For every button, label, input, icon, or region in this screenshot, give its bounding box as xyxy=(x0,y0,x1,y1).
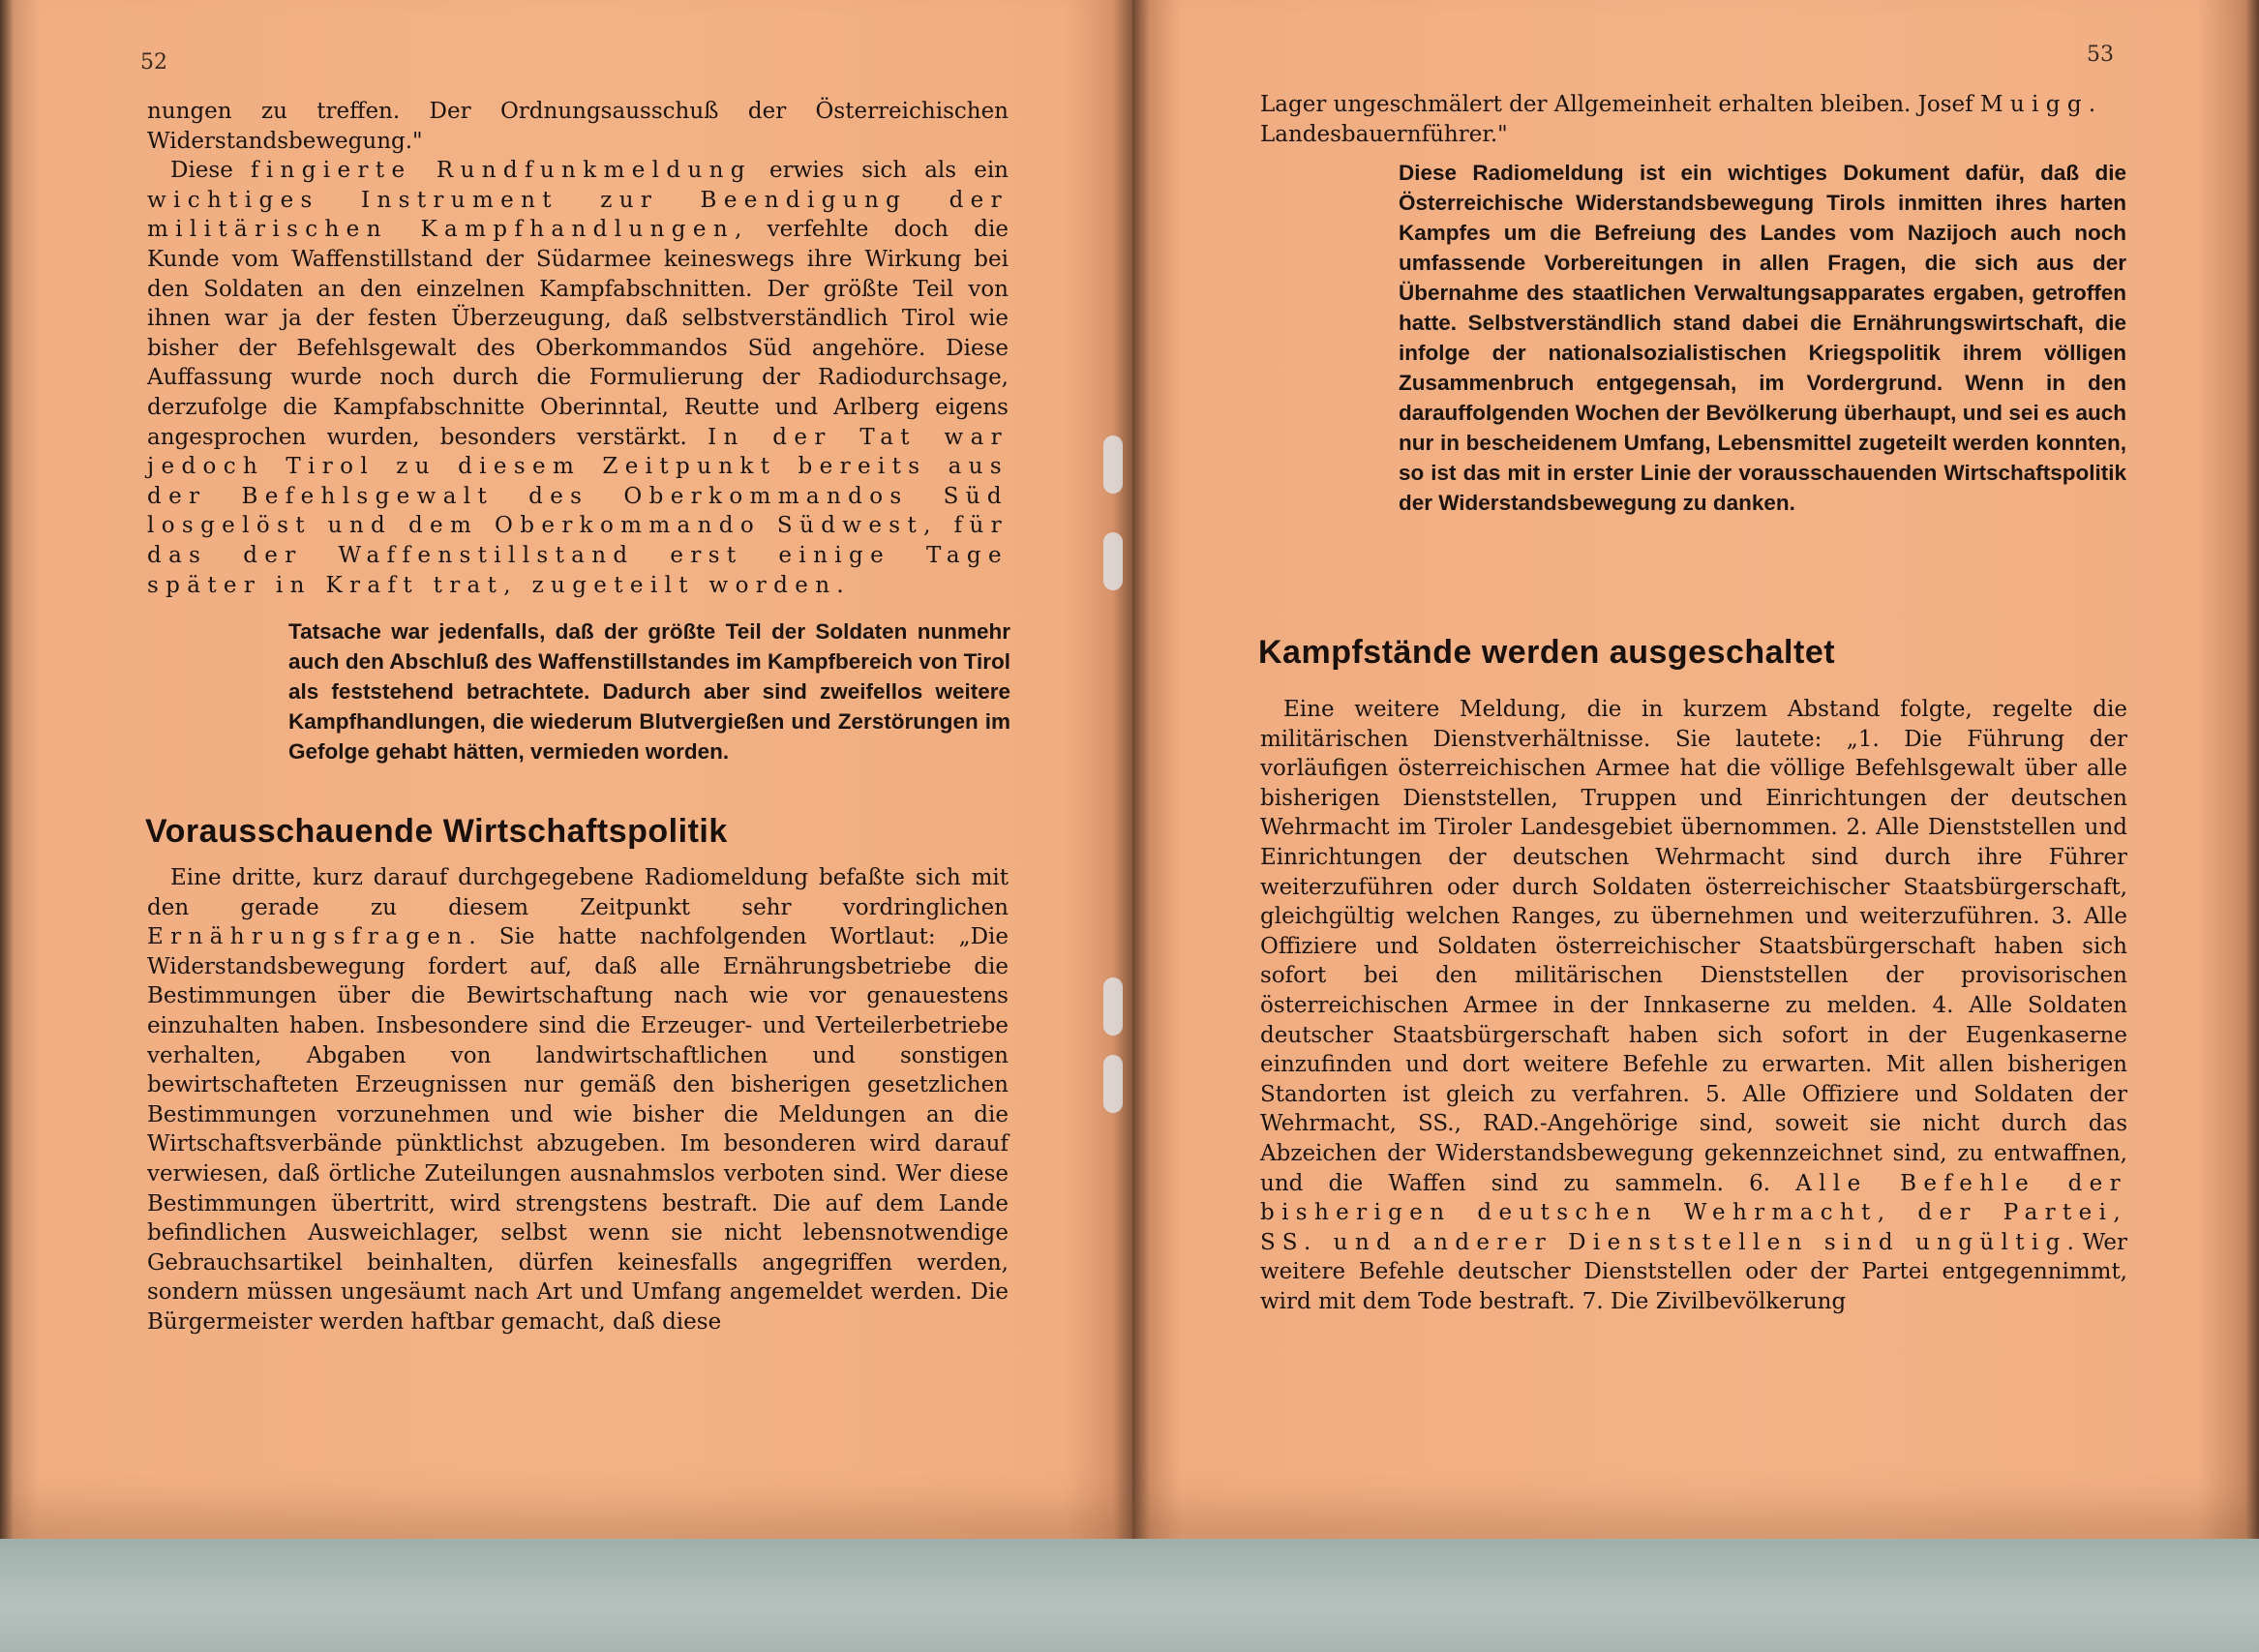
text-run: erwies sich als ein xyxy=(751,158,1009,184)
emphasis-text: Alle Befehle der bisherigen deutschen Wehrmacht, der Partei, SS. und anderer Dienststellen sind ungültig xyxy=(1260,1170,2127,1255)
emphasis-text: fingierte Rundfunkmeldung xyxy=(250,158,752,184)
text-run: Eine dritte, kurz darauf durchgegebene Radiomeldung befaßte sich mit den gerade zu diesem Zeitpunkt sehr vordringlichen xyxy=(147,865,1009,920)
paragraph xyxy=(1260,90,2127,120)
text-block-bottom xyxy=(1260,695,2127,1316)
section-heading: Kampfstände werden ausgeschaltet xyxy=(1258,634,1836,671)
binding-staples xyxy=(1094,436,1152,1113)
emphasis-text: Ernährungsfragen xyxy=(147,924,469,950)
scan-background xyxy=(0,1539,2259,1652)
text-run: Eine weitere Meldung, die in kurzem Abstand folgte, regelte die militärischen Dienstverhältnisse. Sie lautete: „1. Die Führung der vorläufigen österreichischen Armee hat die völlige Befehlsgewalt über alle bisherigen Dienststellen, Truppen und Einrichtungen der deutschen Wehrmacht im Tiroler Landesgebiet übernommen. 2. Alle Dienststellen und Einrichtungen der deutschen Wehrmacht sind durch ihre Führer weiterzuführen oder durch Soldaten österreichischer Staatsbürgerschaft, gleichgültig welchen Ranges, zu übernehmen und weiterzuführen. 3. Alle Offiziere und Soldaten österreichischer Staatsbürgerschaft haben sich sofort bei den militärischen Dienststellen der provisorischen österreichischen Armee in der Innkaserne zu melden. 4. Alle Soldaten deutscher Staatsbürgerschaft haben sich sofort in der Eugenkaserne einzufinden und dort weitere Befehle zu erwarten. Mit allen bisherigen Standorten ist gleich zu verfahren. 5. Alle Offiziere und Soldaten der Wehrmacht, SS., RAD.-Angehörige sind, soweit sie nicht durch das Abzeichen der Widerstandsbewegung gekennzeichnet sind, zu entwaffnen, und die Waffen sind zu sammeln. 6. xyxy=(1260,697,2127,1196)
bold-paragraph: Tatsache war jedenfalls, daß der größte Teil der Soldaten nunmehr auch den Abschluß des Waffenstillstandes im Kampfbereich von Tirol als feststehend betrachtete. Dadurch aber sind zweifellos weitere Kampfhandlungen, die wiederum Blutvergießen und Zerstörungen im Gefolge gehabt hätten, vermieden worden. xyxy=(288,619,1010,764)
text-run: . Wer weitere Befehle deutscher Dienststellen oder der Partei entgegennimmt, wird mit dem Tode bestraft. 7. Die Zivilbevölkerung xyxy=(1260,1229,2127,1314)
text-block-bottom xyxy=(147,863,1009,1337)
emphasis-text: wichtiges Instrument zur Beendigung der militärischen Kampfhandlungen xyxy=(147,187,1009,243)
paragraph xyxy=(147,863,1009,1337)
emphasis-text: Muigg xyxy=(1979,92,2089,117)
paragraph: Landesbauernführer." xyxy=(1260,121,1508,147)
text-run: Lager ungeschmälert der Allgemeinheit erhalten bleiben. Josef xyxy=(1260,92,1980,117)
text-run: . Sie hatte nachfolgenden Wortlaut: „Die Widerstandsbewegung fordert auf, daß alle Ernährungsbetriebe die Bestimmungen über die Bewirtschaftung nach wie vor genauestens einzuhalten haben. Insbesondere sind die Erzeuger- und Verteilerbetriebe verhalten, Abgaben von landwirtschaftlichen und sonstigen bewirtschafteten Erzeugnissen nur gemäß den bisherigen gesetzlichen Bestimmungen vorzunehmen und wie bisher die Meldungen an die Wirtschaftsverbände pünktlichst abzugeben. Im besonderen wird darauf verwiesen, daß örtliche Zuteilungen ausnahmslos verboten sind. Wer diese Bestimmungen übertritt, wird strengstens bestraft. Die auf dem Lande befindlichen Ausweichlager, selbst wenn sie nicht lebensnotwendige Gebrauchsartikel beinhalten, dürfen keinesfalls angegriffen werden, sondern müssen ungesäumt nach Art und Umfang angemeldet werden. Die Bürgermeister werden haftbar gemacht, daß diese xyxy=(147,924,1009,1335)
bold-paragraph: Diese Radiomeldung ist ein wichtiges Dokument dafür, daß die Österreichische Widerstandsbewegung Tirols inmitten ihres harten Kampfes um die Befreiung des Landes vom Nazijoch auch noch umfassende Vorbereitungen in allen Fragen, die sich aus der Übernahme des staatlichen Verwaltungsapparates ergaben, getroffen hatte. Selbstverständlich stand dabei die Ernährungswirtschaft, die infolge der nationalsozialistischen Kriegspolitik ihrem völligen Zusammenbruch entgegensah, im Vordergrund. Wenn in den darauffolgenden Wochen der Bevölkerung überhaupt, und sei es auch nur in bescheidenem Umfang, Lebensmittel zugeteilt werden konnten, so ist das mit in erster Linie der vorausschauenden Wirtschaftspolitik der Widerstandsbewegung zu danken. xyxy=(1399,161,2126,515)
page-number: 52 xyxy=(140,50,167,75)
left-page xyxy=(0,0,1132,1539)
right-page xyxy=(1132,0,2259,1539)
page-number: 53 xyxy=(2087,43,2114,67)
paragraph: nungen zu treffen. Der Ordnungsausschuß der Österreichischen Widerstandsbewegung." xyxy=(147,99,1009,154)
paragraph xyxy=(1260,695,2127,1316)
emphasis-text: In der Tat war jedoch Tirol zu diesem Zeitpunkt bereits aus der Befehlsgewalt des Oberkommandos Süd losgelöst und dem Oberkommando Südwest, für das der Waffenstillstand erst einige Tage später in Kraft trat, zugeteilt worden. xyxy=(147,424,1009,598)
section-heading: Vorausschauende Wirtschaftspolitik xyxy=(145,813,728,850)
text-run: , verfehlte doch die Kunde vom Waffenstillstand der Südarmee keineswegs ihre Wirkung bei den Soldaten an den einzelnen Kampfabschnitten. Der größte Teil von ihnen war ja der festen Überzeugung, daß selbstverständlich Tirol wie bisher der Befehlsgewalt des Oberkommandos Süd angehöre. Diese Auffassung wurde noch durch die Formulierung der Radiodurchsage, derzufolge die Kampfabschnitte Oberinntal, Reutte und Arlberg eigens angesprochen wurden, besonders verstärkt. xyxy=(147,217,1009,450)
text-run: . xyxy=(2088,92,2096,117)
text-run: Diese xyxy=(170,158,251,184)
text-block-top xyxy=(147,97,1009,600)
paragraph xyxy=(147,156,1009,600)
text-block-top xyxy=(1260,90,2127,149)
